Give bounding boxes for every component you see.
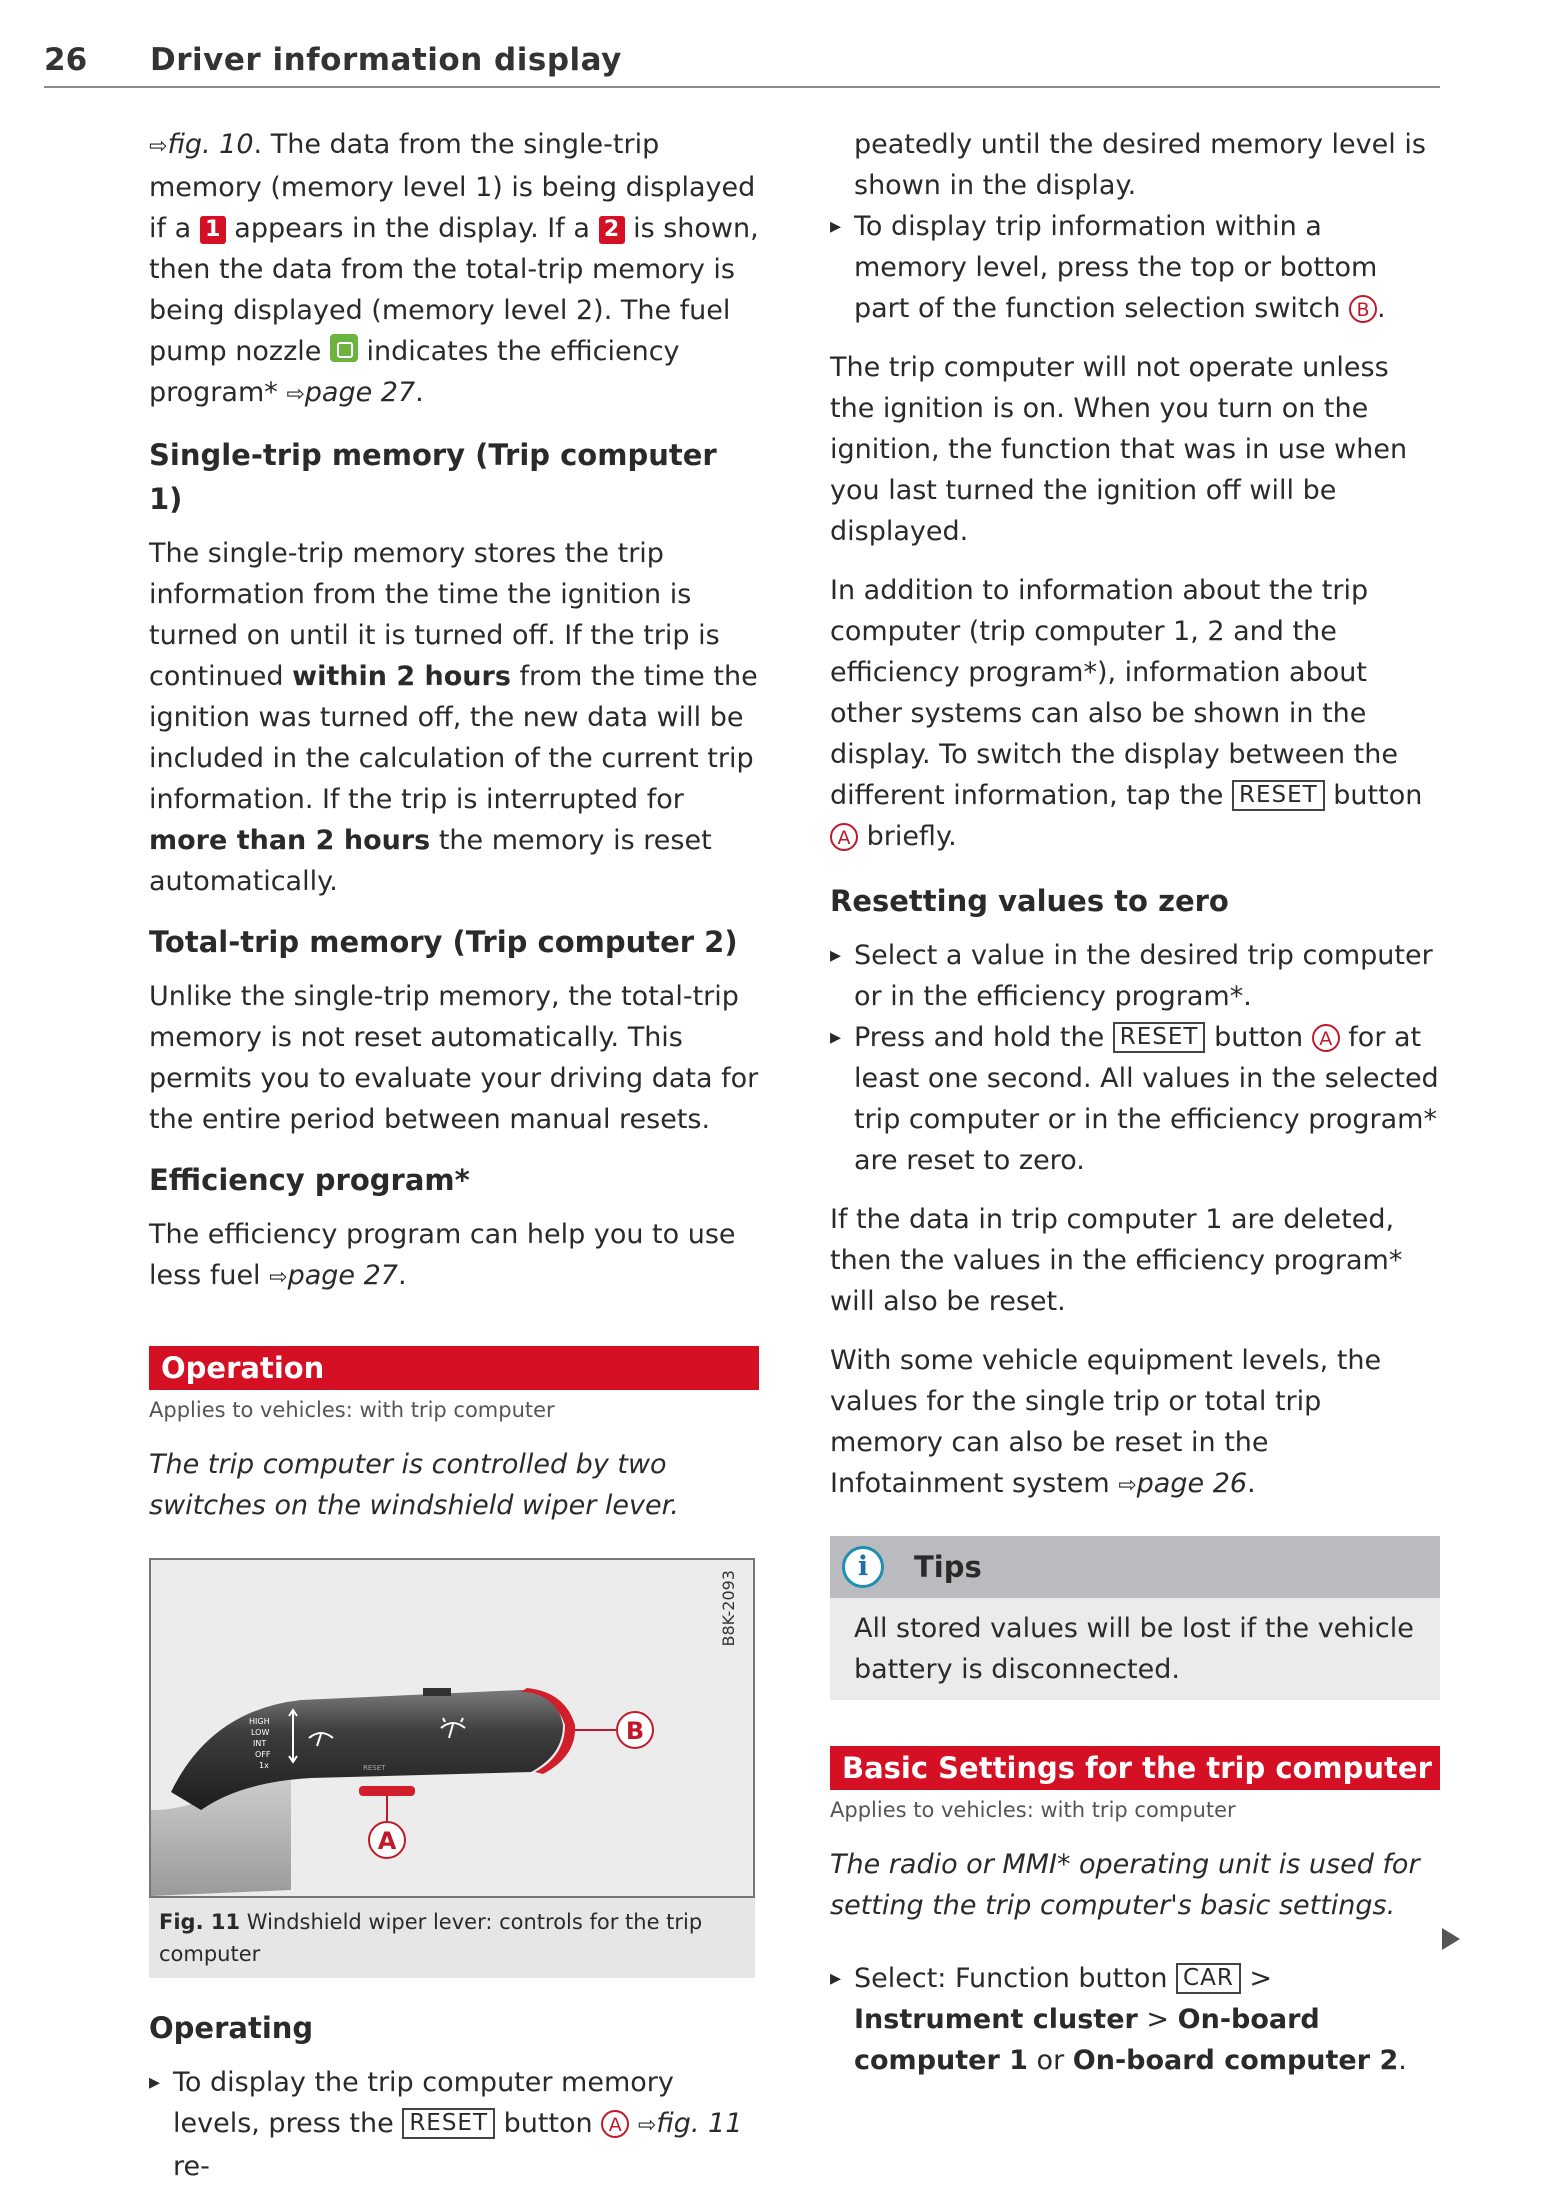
callout-a-label: A <box>377 1827 397 1855</box>
ref-arrow-icon: ⇨ <box>637 2113 657 2138</box>
ref-arrow-icon: ⇨ <box>1118 1473 1137 1498</box>
fuel-pump-nozzle-icon <box>330 334 358 362</box>
basic-settings-bar: Basic Settings for the trip computer <box>830 1746 1440 1790</box>
label-int: INT <box>253 1739 267 1748</box>
additional-info-paragraph: In addition to information about the trip computer (trip computer 1, 2 and the efficiency program*), information about other systems can also be shown in the display. To switch the display between the different information, tap the RESET button A briefly. <box>830 575 1423 852</box>
callout-a-icon: A <box>830 823 858 851</box>
right-column <box>830 124 1440 2081</box>
efficiency-paragraph: The efficiency program can help you to use less fuel ⇨page 27. <box>149 1219 736 1291</box>
fig-reference[interactable]: fig. 10 <box>167 129 254 160</box>
basic-settings-step: ▸ Select: Function button CAR > Instrument cluster > On-board computer 1 or On-board computer 2. <box>830 1958 1440 2081</box>
page-reference[interactable]: page 26 <box>1136 1468 1248 1499</box>
reset-step-1: ▸ Select a value in the desired trip computer or in the efficiency program*. <box>830 935 1440 1017</box>
left-column <box>149 124 759 2187</box>
operating-step-continued: peatedly until the desired memory level is shown in the display. <box>854 129 1426 201</box>
reset-key-label: RESET <box>1232 780 1325 811</box>
callout-a-icon: A <box>1312 1024 1340 1052</box>
tips-title: Tips <box>914 1550 982 1584</box>
memory-level-1-icon: 1 <box>200 216 226 244</box>
page-header <box>44 38 1440 88</box>
single-trip-paragraph: The single-trip memory stores the trip information from the time the ignition is turned on until it is turned off. If the trip is continued within 2 hours from the time the ignition was turned off, the new data will be included in the calculation of the current trip information. If the trip is interrupted for more than 2 hours the memory is reset automatically. <box>149 538 758 897</box>
label-off: OFF <box>255 1750 271 1759</box>
page-reference[interactable]: page 27 <box>304 377 416 408</box>
tips-header <box>830 1536 1440 1598</box>
reset-key-label: RESET <box>402 2108 495 2139</box>
reset-key-label: RESET <box>1113 1022 1206 1053</box>
single-trip-heading: Single-trip memory (Trip computer 1) <box>149 438 717 516</box>
intro-paragraph: ⇨fig. 10. The data from the single-trip memory (memory level 1) is being displayed if a 1 appears in the display. If a 2 is shown, then the data from the total-trip memory is being displayed (memory level 2). The fuel pump nozzle indicates the efficiency program* ⇨page 27. <box>149 129 759 408</box>
deleted-paragraph: If the data in trip computer 1 are deleted, then the values in the efficiency program* will also be reset. <box>830 1204 1403 1317</box>
wiper-lever-illustration <box>151 1560 753 1896</box>
trip-info-step: ▸ To display trip information within a memory level, press the top or bottom part of the function selection switch B . <box>830 206 1440 329</box>
page-reference[interactable]: page 27 <box>287 1260 398 1291</box>
label-reset-on-lever: RESET <box>363 1764 386 1772</box>
tips-box <box>830 1536 1440 1700</box>
caption-label: Fig. 11 <box>159 1910 241 1934</box>
ref-arrow-icon: ⇨ <box>269 1265 288 1290</box>
memory-level-2-icon: 2 <box>599 216 625 244</box>
caption-text: Windshield wiper lever: controls for the trip computer <box>159 1910 703 1966</box>
basic-settings-intro: The radio or MMI* operating unit is used for setting the trip computer's basic settings. <box>830 1849 1420 1921</box>
label-1x: 1x <box>259 1761 269 1770</box>
total-trip-paragraph: Unlike the single-trip memory, the total-trip memory is not reset automatically. This permits you to evaluate your driving data for the entire period between manual resets. <box>149 981 759 1135</box>
reset-step-2: ▸ Press and hold the RESET button A for at least one second. All values in the selected trip computer or in the efficiency program* are reset to zero. <box>830 1017 1440 1181</box>
wiper-lever-figure <box>149 1558 755 1898</box>
applies-note: Applies to vehicles: with trip computer <box>830 1798 1236 1822</box>
car-key-label: CAR <box>1176 1963 1241 1994</box>
fig-reference[interactable]: fig. 11 <box>656 2108 743 2139</box>
operation-bar: Operation <box>149 1346 759 1390</box>
ref-arrow-icon: ⇨ <box>286 382 305 407</box>
total-trip-heading: Total-trip memory (Trip computer 2) <box>149 925 738 959</box>
lever-tip-switch <box>423 1688 451 1696</box>
operation-intro: The trip computer is controlled by two switches on the windshield wiper lever. <box>149 1449 679 1521</box>
callout-b-label: B <box>625 1717 645 1745</box>
figure-code: B8K-2093 <box>719 1570 738 1647</box>
callout-b-icon: B <box>1349 295 1377 323</box>
reset-button-a[interactable] <box>359 1786 415 1796</box>
info-icon: i <box>842 1546 884 1588</box>
ref-arrow-icon: ⇨ <box>149 134 168 159</box>
efficiency-heading: Efficiency program* <box>149 1163 470 1197</box>
tips-text: All stored values will be lost if the vehicle battery is disconnected. <box>854 1613 1414 1685</box>
label-high: HIGH <box>249 1717 270 1726</box>
page-number: 26 <box>44 42 88 78</box>
continue-arrow-icon <box>1442 1928 1460 1950</box>
section-title: Driver information display <box>150 42 622 78</box>
ignition-paragraph: The trip computer will not operate unless the ignition is on. When you turn on the ignition, the function that was in use when you last turned the ignition off will be displayed. <box>830 352 1408 547</box>
applies-note: Applies to vehicles: with trip computer <box>149 1398 555 1422</box>
reset-heading: Resetting values to zero <box>830 884 1229 918</box>
operating-step: ▸ To display the trip computer memory levels, press the RESET button A ⇨fig. 11 re- <box>149 2062 759 2187</box>
operating-heading: Operating <box>149 2011 314 2045</box>
label-low: LOW <box>251 1728 270 1737</box>
callout-a-icon: A <box>601 2110 629 2138</box>
figure-caption <box>149 1898 755 1978</box>
equipment-paragraph: With some vehicle equipment levels, the values for the single trip or total trip memory can also be reset in the Infotainment system ⇨page 26. <box>830 1345 1382 1499</box>
